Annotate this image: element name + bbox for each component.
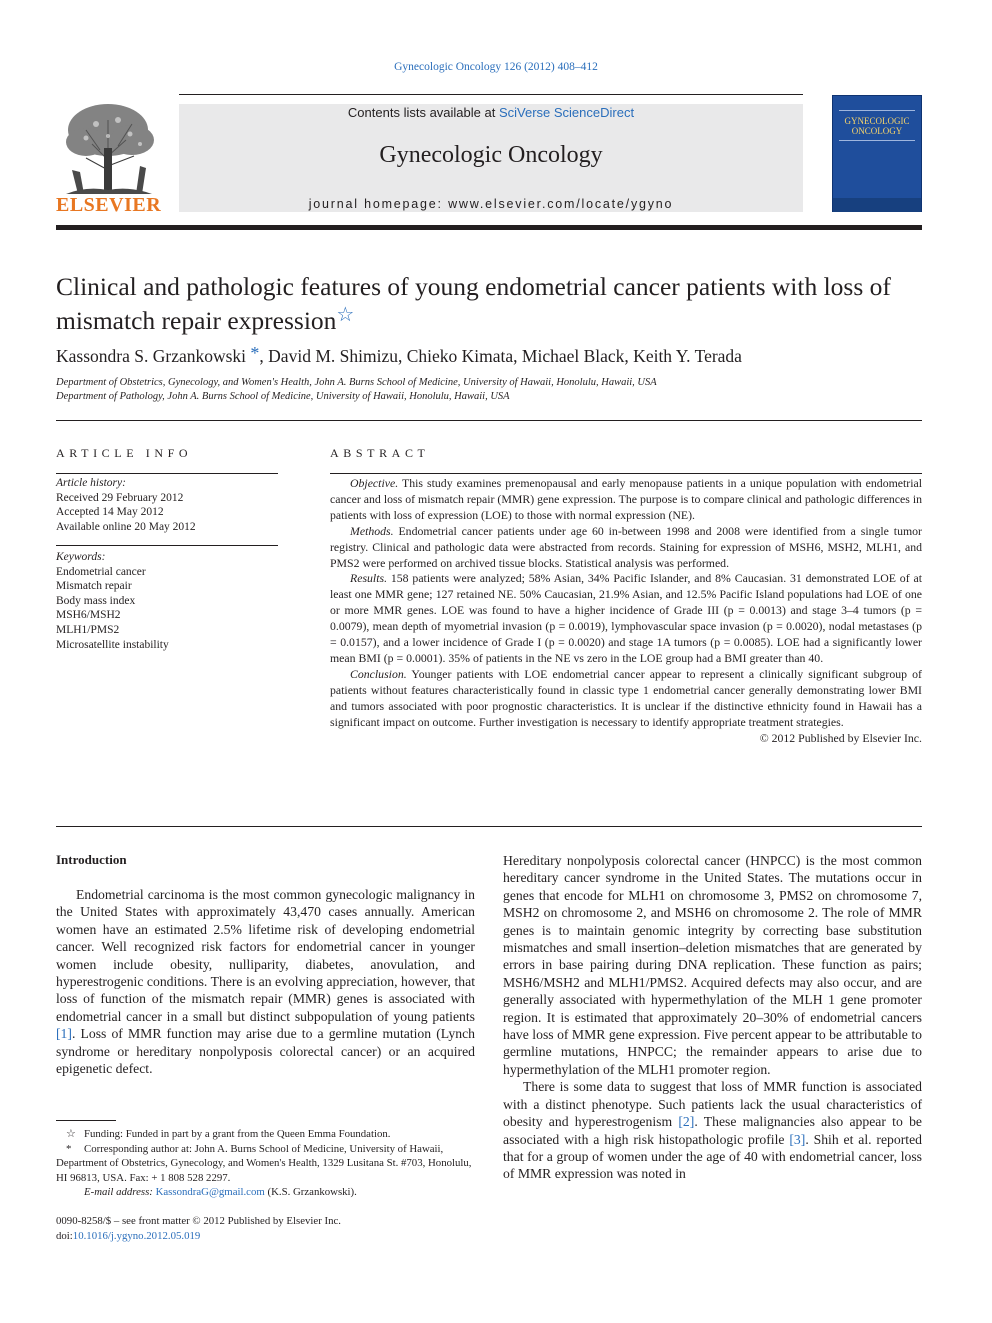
received-date: Received 29 February 2012 [56,491,184,504]
online-date: Available online 20 May 2012 [56,520,196,533]
title-footnote-star-icon[interactable]: ☆ [336,304,355,326]
methods-label: Methods. [350,523,394,538]
author-list [56,343,922,367]
article-info-heading: ARTICLE INFO [56,446,193,460]
issn-line: 0090-8258/$ – see front matter © 2012 Published by Elsevier Inc. [56,1215,341,1227]
abstract-body [330,476,922,746]
affiliation-1: Department of Obstetrics, Gynecology, and Women's Health, John A. Burns School of Medicine, University of Hawaii, Honolulu, Hawaii, USA [56,377,657,388]
sciencedirect-link[interactable]: SciVerse ScienceDirect [498,105,635,120]
doi-line [56,1229,475,1244]
corresponding-footnote [56,1142,475,1186]
paragraph-text: There is some data to suggest that loss of MMR function is associated with a distinct phenotype. Such patients lack the usual characteristics of obesity and hyperestrogenism [503,1079,922,1130]
reference-link-2[interactable]: [2] [678,1114,695,1130]
abstract-heading: ABSTRACT [330,446,430,460]
masthead [56,94,922,229]
keyword: Endometrial cancer [56,565,146,578]
body-column-left [56,886,475,1077]
conclusion-label: Conclusion. [350,666,407,681]
article-title-text: Clinical and pathologic features of young endometrial cancer patients with loss of mismatch repair expression [56,272,891,335]
abstract-methods [330,524,922,572]
paragraph-text: . Loss of MMR function may arise due to a germline mutation (Lynch syndrome or hereditary nonpolyposis colorectal cancer) or an acquired epigenetic defect. [56,1026,475,1077]
conclusion-text: Younger patients with LOE endometrial cancer appear to represent a clinically significant subgroup of patients without features characteristically found in classic type 1 endometrial cancer generally demonstrating lower BMI and tumors associated with poor prognostic characteristics. It is unclear if the distinctive ethnicity found in Hawaii has a significant impact on outcome. Further investigation is necessary to identify appropriate treatment strategies. [330,666,922,729]
footnote-asterisk: * [66,1142,72,1155]
results-label: Results. [350,571,388,586]
masthead-rule [56,225,922,230]
contents-availability [179,105,803,120]
accepted-date: Accepted 14 May 2012 [56,506,164,519]
email-footnote [56,1185,475,1200]
paragraph [503,1078,922,1182]
results-text: 158 patients were analyzed; 58% Asian, 34% Pacific Islander, and 8% Caucasian. 31 demonstrated LOE of at least one MMR gene; 127 retained NE. 50% Caucasian, 21.9% Asian, and 12.5% Pacific Island populations had LOE of one or more MMR genes. LOE was found to have a higher incidence of Grade III (p = 0.0013) and stage 3–4 tumors (p = 0.0079), mean depth of myometrial invasion (p = 0.0019), lymphovascular space invasion (p = 0.0020), nodal metastases (p = 0.0157), and a lower incidence of Grade I (p = 0.0020) and stage 1A tumors (p = 0.0085). LOE had a significantly lower mean BMI (p = 0.0001). 35% of patients in the NE vs zero in the LOE group had a BMI greater than 40. [330,571,922,665]
journal-citation[interactable]: Gynecologic Oncology 126 (2012) 408–412 [394,61,598,73]
front-matter [56,1214,475,1243]
funding-footnote [56,1127,475,1142]
journal-title: Gynecologic Oncology [379,142,603,168]
email-link[interactable]: KassondraG@gmail.com [155,1186,265,1199]
divider [56,420,922,421]
keywords-label: Keywords: [56,551,106,563]
article-title [56,272,926,335]
keyword: Microsatellite instability [56,638,169,651]
author-first[interactable]: Kassondra S. Grzankowski [56,346,247,366]
corresponding-author-mark[interactable]: * [250,343,260,363]
corresponding-text: Corresponding author at: John A. Burns School of Medicine, University of Hawaii, Department of Obstetrics, Gynecology, and Women's Health, 1329 Lusitana St. #703, Honolulu, HI 96813, USA. Fax: + 1 808 528 2297. [56,1142,472,1184]
email-label: E-mail address: [84,1186,156,1199]
keyword: Mismatch repair [56,580,132,593]
keyword: MSH6/MSH2 [56,609,121,622]
paragraph-text: . These malignancies also appear to be associated with a high risk histopathologic profile [503,1114,922,1147]
divider [179,94,803,95]
history-label: Article history: [56,477,126,489]
objective-label: Objective. [350,476,399,490]
keyword: Body mass index [56,594,136,607]
divider [56,473,278,474]
doi-link[interactable]: 10.1016/j.ygyno.2012.05.019 [72,1229,201,1242]
methods-text: Endometrial cancer patients under age 60 in-between 1998 and 2008 were identified from a single tumor registry. Clinical and pathologic data were abstracted from records. Staining for expression of MSH6, MSH2, MLH1, and PMS2 were performed on archived tissue blocks. Statistical analysis was performed. [330,523,922,570]
keywords-block [56,550,278,652]
footnote-star-icon: ☆ [66,1128,76,1140]
divider [56,545,278,546]
paragraph-text: . Shih et al. reported that for a group of women under the age of 40 with endometrial cancer, loss of MMR expression was noted in [503,1131,923,1182]
cover-footer-bar [833,198,921,212]
contents-prefix: Contents lists available at [347,105,499,120]
affiliation-2: Department of Pathology, John A. Burns School of Medicine, University of Hawaii, Honolulu, Hawaii, USA [56,391,510,402]
divider [330,473,922,474]
footnotes [56,1127,475,1200]
journal-header-band [179,104,803,212]
doi-prefix: doi: [56,1229,73,1242]
copyright-notice: © 2012 Published by Elsevier Inc. [759,730,922,745]
publisher-name: ELSEVIER [56,194,162,216]
divider [56,826,922,827]
keyword: MLH1/PMS2 [56,623,120,636]
abstract-results [330,571,922,666]
cover-title: GYNECOLOGIC ONCOLOGY [844,116,910,136]
body-column-right [503,852,922,1183]
objective-text: This study examines premenopausal and early menopause patients in a unique population with endometrial cancer and loss of mismatch repair (MMR) gene expression. The purpose is to compare clinical and pathologic differences in patients with loss of expression (LOE) to those with normal expression (NE). [330,476,922,522]
reference-link-3[interactable]: [3] [789,1131,806,1147]
journal-homepage[interactable]: journal homepage: www.elsevier.com/locate/ygyno [308,197,674,211]
funding-text: Funding: Funded in part by a grant from the Queen Emma Foundation. [84,1128,391,1140]
abstract-conclusion [330,667,922,731]
email-owner: (K.S. Grzankowski). [264,1186,357,1199]
article-history [56,476,278,534]
footnote-divider [56,1120,116,1121]
divider [839,140,915,141]
journal-cover-thumbnail[interactable] [832,95,922,212]
reference-link-1[interactable]: [1] [56,1026,72,1042]
paragraph-text: Endometrial carcinoma is the most common gynecologic malignancy in the United States with approximately 43,470 cases annually. American women have an estimated 2.5% lifetime risk of developing endometrial cancer. Well recognized risk factors for endometrial cancer in younger women include obesity, nulliparity, diabetes, anovulation, and hyperestrogenic conditions. There is an evolving appreciation, however, that loss of function of the mismatch repair (MMR) genes is associated with endometrial cancer in a small but distinct subpopulation of young patients [56,887,475,1024]
paragraph [56,886,475,1077]
introduction-heading: Introduction [56,852,127,867]
author-rest: , David M. Shimizu, Chieko Kimata, Michael Black, Keith Y. Terada [259,346,742,366]
abstract-objective [330,476,922,524]
paragraph: Hereditary nonpolyposis colorectal cancer (HNPCC) is the most common hereditary cancer syndrome in the United States. The mutations occur in genes that encode for MLH1 on chromosome 3, PMS2 on chromosome 7, MSH2 on chromosome 2, and MSH6 on chromosome 2. The role of MMR genes is to maintain genomic integrity by correcting base substitution mismatches and small insertion–deletion mismatches that are generated by errors in base pairing during DNA replication. These function as pairs; MSH6/MSH2 and MLH1/PMS2. Acquired defects may also occur, and are generally associated with hypermethylation of the MLH 1 gene promoter region. It is estimated that approximately 20–30% of endometrial cancers have loss of MMR gene expression. Five percent appear to be attributable to germline mutations, HNPCC; the remainder appears to arise due to hypermethylation of the MLH1 promoter region. [503,853,922,1077]
divider [839,110,915,111]
